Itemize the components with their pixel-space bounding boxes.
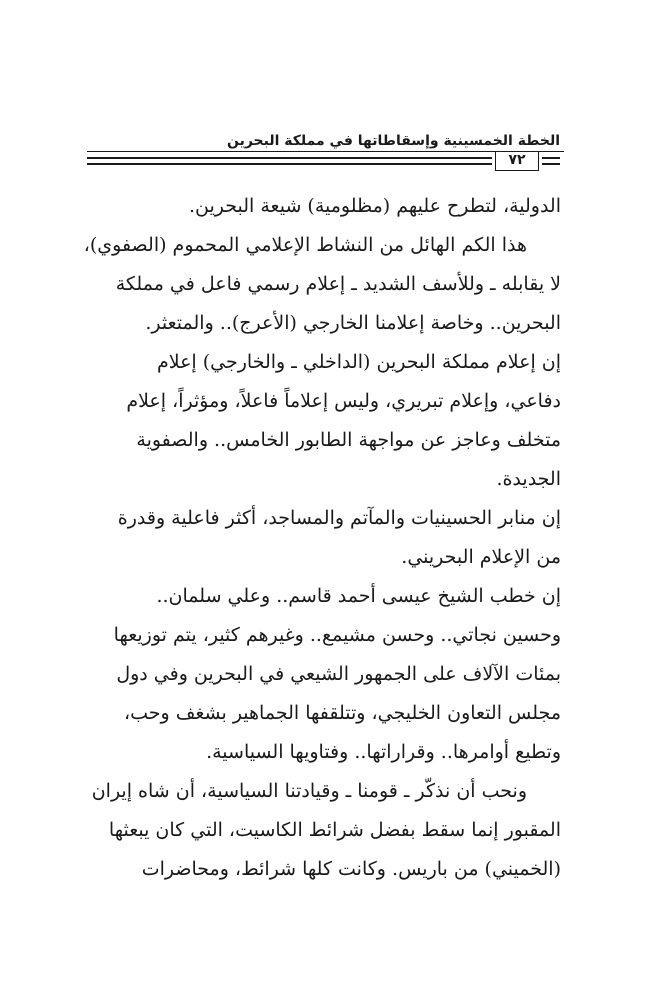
text-line: مجلس التعاون الخليجي، وتتلقفها الجماهير بشغف وحب، xyxy=(123,702,561,724)
text-line: البحرين.. وخاصة إعلامنا الخارجي (الأعرج).. والمتعثر. xyxy=(145,312,561,334)
page-number-mark-bottom xyxy=(542,163,560,165)
text-line: الجديدة. xyxy=(496,468,561,490)
text-line: إن خطب الشيخ عيسى أحمد قاسم.. وعلي سلمان.. xyxy=(156,585,561,607)
header-rule-double-top xyxy=(87,157,492,159)
text-line: لا يقابله ـ وللأسف الشديد ـ إعلام رسمي فاعل في مملكة xyxy=(115,273,561,295)
text-line: المقبور إنما سقط بفضل شرائط الكاسيت، التي كان يبعثها xyxy=(108,819,561,841)
page-number-mark-top xyxy=(542,157,560,159)
header-rule-double-bottom xyxy=(87,163,492,165)
text-line: (الخميني) من باريس. وكانت كلها شرائط، ومحاضرات xyxy=(141,858,561,880)
text-line: من الإعلام البحريني. xyxy=(401,546,561,568)
text-line: دفاعي، وإعلام تبريري، وليس إعلاماً فاعلاً، ومؤثراً، إعلام xyxy=(126,390,561,412)
text-line: إن منابر الحسينيات والمآتم والمساجد، أكثر فاعلية وقدرة xyxy=(117,507,561,529)
running-title: الخطة الخمسينية وإسقاطاتها في مملكة البحرين xyxy=(226,133,560,149)
body-text xyxy=(84,187,561,889)
header-rule-thin xyxy=(87,151,564,152)
text-line: هذا الكم الهائل من النشاط الإعلامي المحموم (الصفوي)، xyxy=(84,234,527,256)
text-line: الدولية، لتطرح عليهم (مظلومية) شيعة البحرين. xyxy=(188,195,561,217)
text-line: إن إعلام مملكة البحرين (الداخلي ـ والخارجي) إعلام xyxy=(156,351,561,373)
text-line: متخلف وعاجز عن مواجهة الطابور الخامس.. والصفوية xyxy=(136,429,561,451)
text-line: وتطيع أوامرها.. وقراراتها.. وفتاويها السياسية. xyxy=(206,741,561,763)
page-number: ٧٢ xyxy=(495,151,539,171)
text-line: وحسين نجاتي.. وحسن مشيمع.. وغيرهم كثير، يتم توزيعها xyxy=(113,624,561,646)
text-line: بمئات الآلاف على الجمهور الشيعي في البحرين وفي دول xyxy=(116,663,561,685)
text-line: ونحب أن نذكّر ـ قومنا ـ وقيادتنا السياسية، أن شاه إيران xyxy=(91,780,527,802)
